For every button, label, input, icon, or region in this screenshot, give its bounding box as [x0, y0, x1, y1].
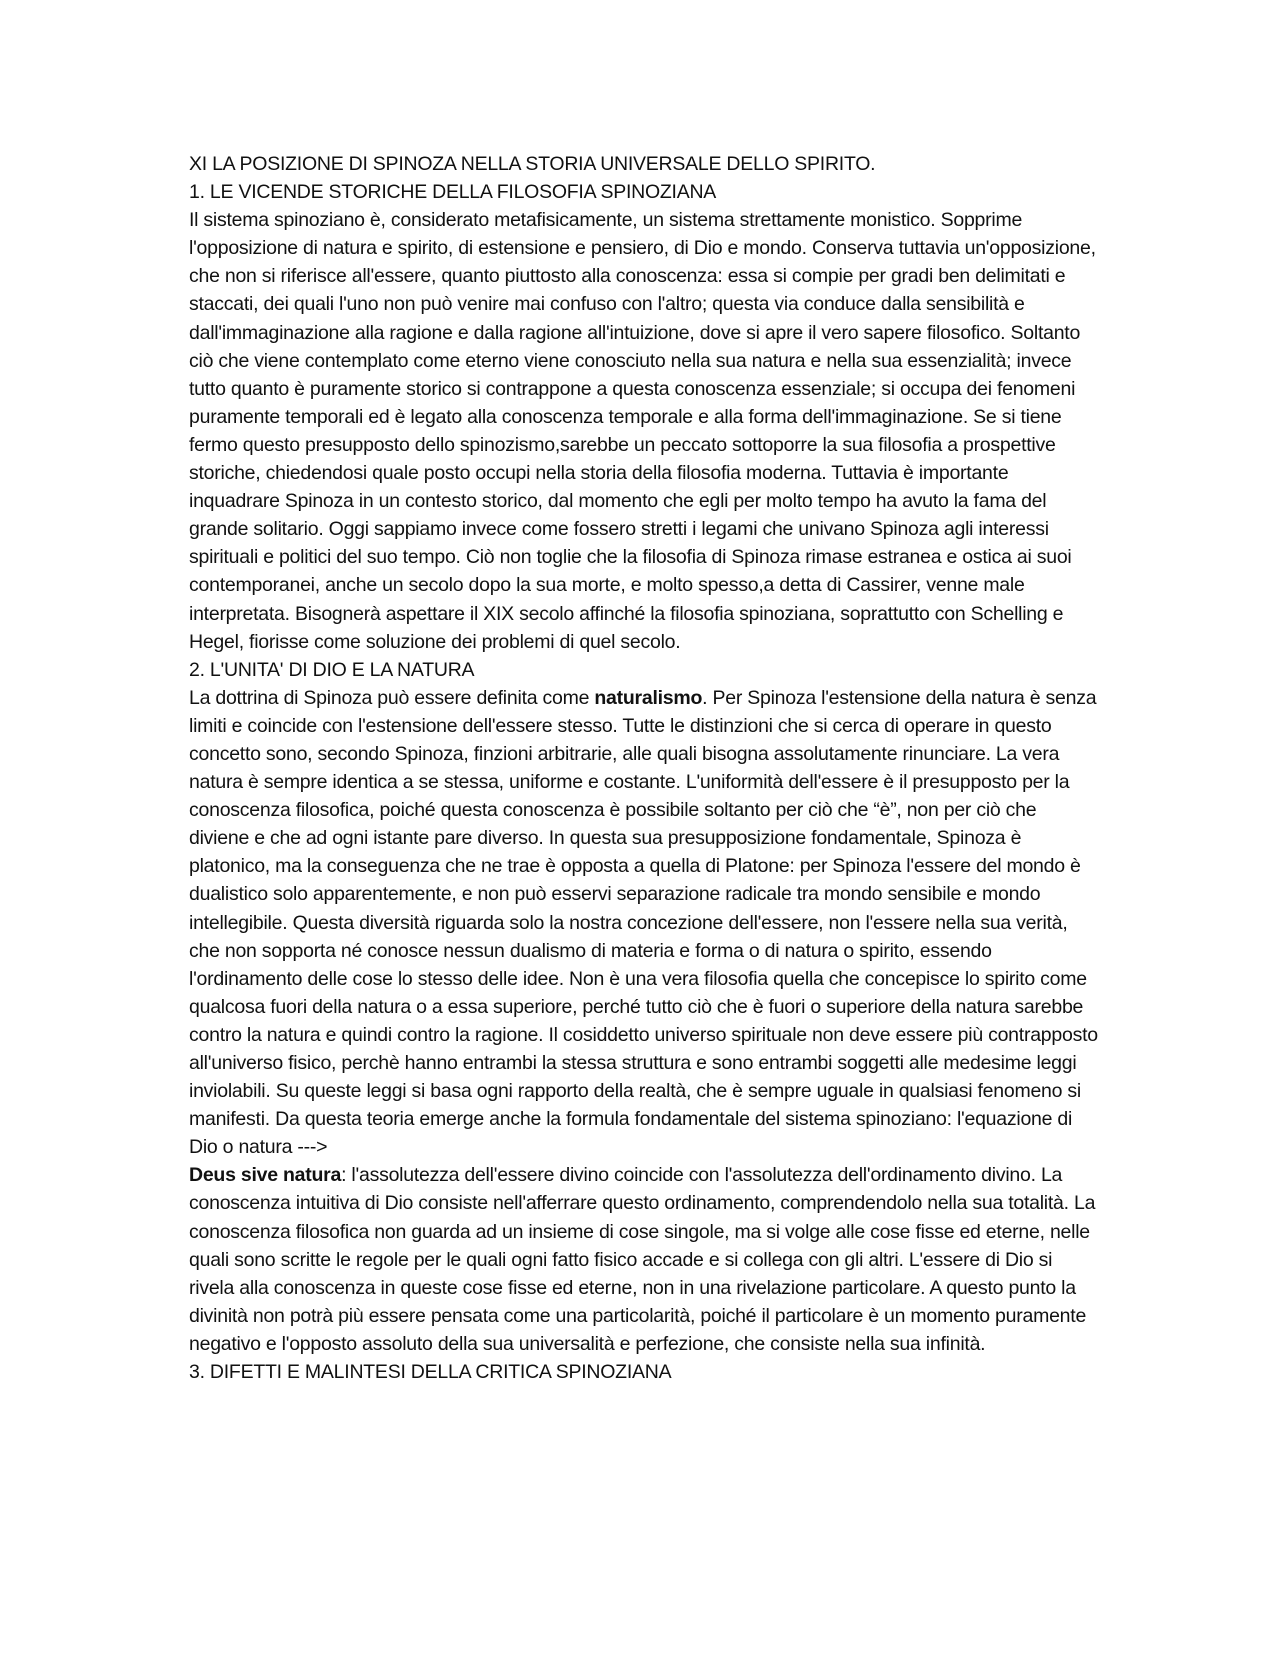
- bold-term-deus-sive-natura: Deus sive natura: [189, 1164, 342, 1187]
- section-2-paragraph: [189, 684, 1099, 1358]
- section-1-paragraph: Il sistema spinoziano è, considerato metafisicamente, un sistema strettamente monistico. Sopprime l'opposizione di natura e spirito, di estensione e pensiero, di Dio e mondo. Conserva tuttavia un'opposizione, che non si riferisce all'essere, quanto piuttosto alla conoscenza: essa si compie per gradi ben delimitati e staccati, dei quali l'uno non può venire mai confuso con l'altro; questa via conduce dalla sensibilità e dall'immaginazione alla ragione e dalla ragione all'intuizione, dove si apre il vero sapere filosofico. Soltanto ciò che viene contemplato come eterno viene conosciuto nella sua natura e nella sua essenzialità; invece tutto quanto è puramente storico si contrappone a questa conoscenza essenziale; si occupa dei fenomeni puramente temporali ed è legato alla conoscenza temporale e alla forma dell'immaginazione. Se si tiene fermo questo presupposto dello spinozismo,sarebbe un peccato sottoporre la sua filosofia a prospettive storiche, chiedendosi quale posto occupi nella storia della filosofia moderna. Tuttavia è importante inquadrare Spinoza in un contesto storico, dal momento che egli per molto tempo ha avuto la fama del grande solitario. Oggi sappiamo invece come fossero stretti i legami che univano Spinoza agli interessi spirituali e politici del suo tempo. Ciò non toglie che la filosofia di Spinoza rimase estranea e ostica ai suoi contemporanei, anche un secolo dopo la sua morte, e molto spesso,a detta di Cassirer, venne male interpretata. Bisognerà aspettare il XIX secolo affinché la filosofia spinoziana, soprattutto con Schelling e Hegel, fiorisse come soluzione dei problemi di quel secolo.: [189, 209, 1096, 653]
- section-2-heading: 2. L'UNITA' DI DIO E LA NATURA: [189, 658, 475, 681]
- section-2-text-a: La dottrina di Spinoza può essere definita come: [189, 686, 595, 709]
- document-page: [189, 150, 1099, 1386]
- bold-term-naturalismo: naturalismo: [594, 686, 703, 709]
- section-3-heading: 3. DIFETTI E MALINTESI DELLA CRITICA SPINOZIANA: [189, 1361, 672, 1384]
- section-2-text-c: : l'assolutezza dell'essere divino coincide con l'assolutezza dell'ordinamento divino. La conoscenza intuitiva di Dio consiste nell'afferrare questo ordinamento, comprendendolo nella sua totalità. La conoscenza filosofica non guarda ad un insieme di cose singole, ma si volge alle cose fisse ed eterne, nelle quali sono scritte le regole per le quali ogni fatto fisico accade e si collega con gli altri. L'essere di Dio si rivela alla conoscenza in queste cose fisse ed eterne, non in una rivelazione particolare. A questo punto la divinità non potrà più essere pensata come una particolarità, poiché il particolare è un momento puramente negativo e l'opposto assoluto della sua universalità e perfezione, che consiste nella sua infinità.: [189, 1164, 1096, 1355]
- section-2-text-b: . Per Spinoza l'estensione della natura è senza limiti e coincide con l'estensione dell'essere stesso. Tutte le distinzioni che si cerca di operare in questo concetto sono, secondo Spinoza, finzioni arbitrarie, alle quali bisogna assolutamente rinunciare. La vera natura è sempre identica a se stessa, uniforme e costante. L'uniformità dell'essere è il presupposto per la conoscenza filosofica, poiché questa conoscenza è possibile soltanto per ciò che “è”, non per ciò che diviene e che ad ogni istante pare diverso. In questa sua presupposizione fondamentale, Spinoza è platonico, ma la conseguenza che ne trae è opposta a quella di Platone: per Spinoza l'essere del mondo è dualistico solo apparentemente, e non può esservi separazione radicale tra mondo sensibile e mondo intellegibile. Questa diversità riguarda solo la nostra concezione dell'essere, non l'essere nella sua verità, che non sopporta né conosce nessun dualismo di materia e forma o di natura o spirito, essendo l'ordinamento delle cose lo stesso delle idee. Non è una vera filosofia quella che concepisce lo spirito come qualcosa fuori della natura o a essa superiore, perché tutto ciò che è fuori o superiore della natura sarebbe contro la natura e quindi contro la ragione. Il cosiddetto universo spirituale non deve essere più contrapposto all'universo fisico, perchè hanno entrambi la stessa struttura e sono entrambi soggetti alle medesime leggi inviolabili. Su queste leggi si basa ogni rapporto della realtà, che è sempre uguale in qualsiasi fenomeno si manifesti. Da questa teoria emerge anche la formula fondamentale del sistema spinoziano: l'equazione di Dio o natura --->: [189, 686, 1098, 1159]
- section-1-heading: 1. LE VICENDE STORICHE DELLA FILOSOFIA SPINOZIANA: [189, 181, 717, 204]
- document-title: XI LA POSIZIONE DI SPINOZA NELLA STORIA UNIVERSALE DELLO SPIRITO.: [189, 153, 876, 175]
